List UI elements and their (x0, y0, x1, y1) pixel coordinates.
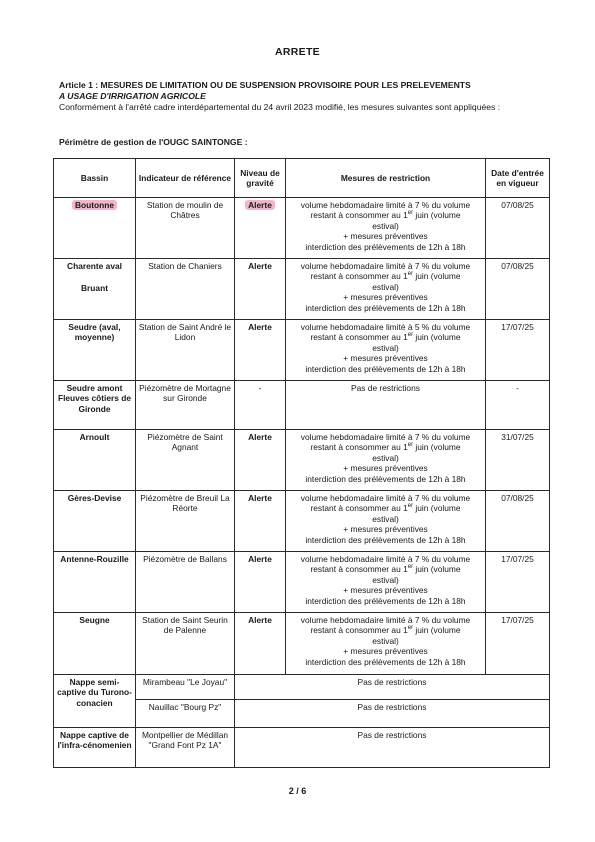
table-row (54, 613, 550, 675)
article-body: Conformément à l'arrêté cadre interdépartemental du 24 avril 2023 modifié, les mesures suivantes sont appliquées : (59, 102, 501, 112)
date-cell: 17/07/25 (486, 320, 550, 381)
measure-line: + mesures préventives (343, 292, 428, 303)
level-cell: Alerte (235, 552, 286, 613)
indicator-cell: Station de Saint Seurin de Palenne (136, 613, 235, 675)
indicator-cell: Piézomètre de Saint Agnant (136, 430, 235, 491)
indicator-cell: Nauillac "Bourg Pz" (136, 700, 235, 728)
date-cell: 31/07/25 (486, 430, 550, 491)
measure-line: restant à consommer au 1er juin (volume (310, 503, 461, 514)
table-row (54, 491, 550, 552)
basin-cell: Seudre amont Fleuves côtiers de Gironde (54, 381, 136, 430)
article-1 (59, 80, 549, 113)
measure-line: interdiction des prélèvements de 12h à 18h (305, 656, 466, 667)
measure-line: + mesures préventives (343, 585, 428, 596)
measure-line: volume hebdomadaire limité à 7 % du volume (300, 261, 471, 271)
measure-line: volume hebdomadaire limité à 7 % du volume (300, 200, 471, 210)
measure-line: estival) (372, 513, 399, 524)
header-basin: Bassin (54, 159, 136, 198)
table-row (54, 198, 550, 259)
measure-line: volume hebdomadaire limité à 7 % du volume (300, 615, 471, 625)
basin-cell: Seudre (aval, moyenne) (54, 320, 136, 381)
basin-subname: Bruant (81, 283, 108, 294)
measure-line: restant à consommer au 1er juin (volume (310, 210, 461, 221)
table-row (54, 381, 550, 430)
measure-cell: Pas de restrictions (235, 675, 550, 700)
measure-line: restant à consommer au 1er juin (volume (310, 332, 461, 343)
measure-line: estival) (372, 452, 399, 463)
indicator-cell: Station de Chaniers (136, 259, 235, 320)
page-number: 2 / 6 (288, 786, 307, 796)
level-cell: Alerte (235, 430, 286, 491)
article-heading (59, 80, 549, 102)
basin-cell: Seugne (54, 613, 136, 675)
header-date: Date d'entrée en vigueur (486, 159, 550, 198)
basin-cell (54, 198, 136, 259)
measure-line: + mesures préventives (343, 231, 428, 242)
measure-line: + mesures préventives (343, 524, 428, 535)
basin-cell: Gères-Devise (54, 491, 136, 552)
measure-line: interdiction des prélèvements de 12h à 18h (305, 363, 466, 374)
measure-line: estival) (372, 281, 399, 292)
header-level: Niveau de gravité (235, 159, 286, 198)
measure-line: estival) (372, 220, 399, 231)
date-cell: 17/07/25 (486, 552, 550, 613)
measure-line: interdiction des prélèvements de 12h à 18h (305, 241, 466, 252)
measure-line: + mesures préventives (343, 463, 428, 474)
level-highlight: Alerte (245, 200, 275, 210)
measure-cell: Pas de restrictions (286, 381, 486, 430)
measure-cell (286, 430, 486, 491)
measure-cell (286, 259, 486, 320)
level-cell: Alerte (235, 259, 286, 320)
restriction-table (53, 158, 550, 768)
indicator-cell: Montpellier de Médillan "Grand Font Pz 1A" (136, 728, 235, 768)
measure-line: restant à consommer au 1er juin (volume (310, 564, 461, 575)
table-row (54, 320, 550, 381)
measure-line: estival) (372, 342, 399, 353)
indicator-cell: Piézomètre de Ballans (136, 552, 235, 613)
table-row (54, 675, 550, 700)
date-cell: 17/07/25 (486, 613, 550, 675)
measure-cell (286, 491, 486, 552)
measure-line: interdiction des prélèvements de 12h à 18h (305, 595, 466, 606)
header-measure: Mesures de restriction (286, 159, 486, 198)
measure-cell (286, 552, 486, 613)
basin-name-highlight: Boutonne (72, 200, 117, 210)
date-cell: 07/08/25 (486, 198, 550, 259)
measure-line: volume hebdomadaire limité à 7 % du volume (300, 493, 471, 503)
basin-cell: Nappe captive de l'infra-cénomenien (54, 728, 136, 768)
measure-line: volume hebdomadaire limité à 5 % du volume (300, 322, 471, 332)
measure-cell (286, 320, 486, 381)
date-cell: 07/08/25 (486, 259, 550, 320)
indicator-cell: Piézomètre de Breuil La Réorte (136, 491, 235, 552)
table-row (54, 552, 550, 613)
measure-cell: Pas de restrictions (235, 728, 550, 768)
level-cell: Alerte (235, 613, 286, 675)
measure-line: interdiction des prélèvements de 12h à 18h (305, 302, 466, 313)
date-cell: 07/08/25 (486, 491, 550, 552)
level-cell: Alerte (235, 320, 286, 381)
measure-line: restant à consommer au 1er juin (volume (310, 442, 461, 453)
measure-line: interdiction des prélèvements de 12h à 18h (305, 473, 466, 484)
table-row (54, 259, 550, 320)
measure-line: volume hebdomadaire limité à 7 % du volume (300, 432, 471, 442)
perimeter-heading: Périmètre de gestion de l'OUGC SAINTONGE : (59, 137, 248, 147)
indicator-cell: Station de moulin de Châtres (136, 198, 235, 259)
article-heading-line2: A USAGE D'IRRIGATION AGRICOLE (59, 91, 206, 101)
level-cell (235, 198, 286, 259)
date-cell: - (486, 381, 550, 430)
table-row (54, 430, 550, 491)
level-cell: Alerte (235, 491, 286, 552)
basin-cell: Antenne-Rouzille (54, 552, 136, 613)
measure-line: + mesures préventives (343, 353, 428, 364)
table-row (54, 728, 550, 768)
measure-line: estival) (372, 635, 399, 646)
measure-line: restant à consommer au 1er juin (volume (310, 271, 461, 282)
measure-line: + mesures préventives (343, 646, 428, 657)
indicator-cell: Piézomètre de Mortagne sur Gironde (136, 381, 235, 430)
measure-cell (286, 613, 486, 675)
basin-cell (54, 259, 136, 320)
measure-line: restant à consommer au 1er juin (volume (310, 625, 461, 636)
basin-cell: Nappe semi-captive du Turono-conacien (54, 675, 136, 728)
measure-line: interdiction des prélèvements de 12h à 18h (305, 534, 466, 545)
level-cell: - (235, 381, 286, 430)
basin-cell: Arnoult (54, 430, 136, 491)
article-heading-line1: Article 1 : MESURES DE LIMITATION OU DE SUSPENSION PROVISOIRE POUR LES PRELEVEMENTS (59, 80, 471, 90)
page-title: ARRETE (275, 46, 320, 58)
table-header-row (54, 159, 550, 198)
measure-line: estival) (372, 574, 399, 585)
indicator-cell: Station de Saint André le Lidon (136, 320, 235, 381)
basin-name: Charente aval (67, 261, 122, 271)
measure-cell (286, 198, 486, 259)
indicator-cell: Mirambeau "Le Joyau" (136, 675, 235, 700)
measure-line: volume hebdomadaire limité à 7 % du volume (300, 554, 471, 564)
header-indicator: Indicateur de référence (136, 159, 235, 198)
measure-cell: Pas de restrictions (235, 700, 550, 728)
